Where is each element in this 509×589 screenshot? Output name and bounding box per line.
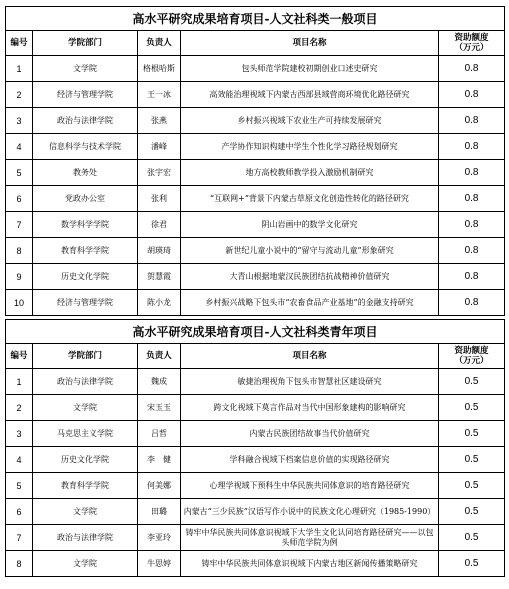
table-row <box>6 212 505 238</box>
table-row <box>6 473 505 499</box>
cell-amount: 0.5 <box>439 499 505 525</box>
cell-amount: 0.5 <box>439 525 505 551</box>
cell-project: 大青山根据地蒙汉民族团结抗战精神价值研究 <box>181 264 439 290</box>
cell-dept: 教育科学学院 <box>33 238 138 264</box>
cell-leader: 吕哲 <box>138 421 181 447</box>
cell-leader: 宋玉玉 <box>138 395 181 421</box>
cell-leader: 何美娜 <box>138 473 181 499</box>
cell-amount: 0.5 <box>439 447 505 473</box>
cell-idx: 7 <box>6 525 33 551</box>
cell-amount: 0.8 <box>439 186 505 212</box>
cell-project: 产学协作知识构建中学生个性化学习路径规划研究 <box>181 134 439 160</box>
cell-idx: 5 <box>6 160 33 186</box>
section-title-general: 高水平研究成果培育项目-人文社科类一般项目 <box>6 7 505 31</box>
cell-dept: 教务处 <box>33 160 138 186</box>
cell-idx: 8 <box>6 551 33 577</box>
table-row <box>6 186 505 212</box>
cell-project: 铸牢中华民族共同体意识视域下大学生文化认同培育路径研究——以包头师范学院为例 <box>181 525 439 551</box>
cell-dept: 数学科学学院 <box>33 212 138 238</box>
table-row <box>6 264 505 290</box>
table-row <box>6 551 505 577</box>
cell-leader: 张利 <box>138 186 181 212</box>
cell-amount: 0.5 <box>439 369 505 395</box>
cell-amount: 0.8 <box>439 56 505 82</box>
cell-leader: 潘峰 <box>138 134 181 160</box>
table-row <box>6 290 505 316</box>
cell-idx: 8 <box>6 238 33 264</box>
cell-leader: 张燕 <box>138 108 181 134</box>
cell-dept: 政治与法律学院 <box>33 108 138 134</box>
cell-leader: 张宇宏 <box>138 160 181 186</box>
table-row <box>6 134 505 160</box>
cell-project: 高效能治理视域下内蒙古西部县域营商环境优化路径研究 <box>181 82 439 108</box>
cell-dept: 文学院 <box>33 56 138 82</box>
cell-dept: 历史文化学院 <box>33 447 138 473</box>
cell-amount: 0.8 <box>439 108 505 134</box>
cell-idx: 1 <box>6 369 33 395</box>
cell-project: 包头师范学院建校初期创业口述史研究 <box>181 56 439 82</box>
table-row <box>6 108 505 134</box>
table-row <box>6 238 505 264</box>
cell-idx: 1 <box>6 56 33 82</box>
header-amount: 资助额度 （万元） <box>439 31 505 56</box>
cell-project: 新世纪儿童小说中的“留守与流动儿童”形象研究 <box>181 238 439 264</box>
cell-dept: 经济与管理学院 <box>33 82 138 108</box>
cell-amount: 0.8 <box>439 290 505 316</box>
table-row <box>6 421 505 447</box>
cell-project: 学科融合视域下档案信息价值的实现路径研究 <box>181 447 439 473</box>
cell-project: 敏捷治理视角下包头市智慧社区建设研究 <box>181 369 439 395</box>
table-row <box>6 525 505 551</box>
header-idx: 编号 <box>6 344 33 369</box>
header-project: 项目名称 <box>181 344 439 369</box>
cell-leader: 胡瑛琦 <box>138 238 181 264</box>
cell-idx: 3 <box>6 421 33 447</box>
cell-dept: 文学院 <box>33 551 138 577</box>
cell-dept: 政治与法律学院 <box>33 369 138 395</box>
cell-idx: 6 <box>6 186 33 212</box>
cell-project: 铸牢中华民族共同体意识视域下内蒙古地区新闻传播策略研究 <box>181 551 439 577</box>
cell-dept: 历史文化学院 <box>33 264 138 290</box>
cell-project: 地方高校教师教学投入激励机制研究 <box>181 160 439 186</box>
header-amount: 资助额度 （万元） <box>439 344 505 369</box>
table-row <box>6 447 505 473</box>
cell-idx: 2 <box>6 82 33 108</box>
cell-leader: 贺慧霞 <box>138 264 181 290</box>
cell-idx: 2 <box>6 395 33 421</box>
cell-idx: 4 <box>6 134 33 160</box>
table-row <box>6 395 505 421</box>
cell-dept: 政治与法律学院 <box>33 525 138 551</box>
cell-dept: 党政办公室 <box>33 186 138 212</box>
document-sheet <box>5 6 504 577</box>
cell-idx: 7 <box>6 212 33 238</box>
header-leader: 负责人 <box>138 344 181 369</box>
cell-amount: 0.8 <box>439 82 505 108</box>
cell-amount: 0.5 <box>439 473 505 499</box>
cell-idx: 4 <box>6 447 33 473</box>
project-table-youth <box>5 319 505 577</box>
cell-amount: 0.8 <box>439 264 505 290</box>
cell-leader: 牛思婷 <box>138 551 181 577</box>
cell-dept: 教育科学学院 <box>33 473 138 499</box>
cell-project: 乡村振兴视域下农业生产可持续发展研究 <box>181 108 439 134</box>
cell-dept: 经济与管理学院 <box>33 290 138 316</box>
cell-project: 乡村振兴战略下包头市“农畜食品产业基地”的金融支持研究 <box>181 290 439 316</box>
cell-idx: 10 <box>6 290 33 316</box>
cell-amount: 0.5 <box>439 395 505 421</box>
table-row <box>6 56 505 82</box>
table-row <box>6 369 505 395</box>
cell-leader: 魏成 <box>138 369 181 395</box>
cell-leader: 王一冰 <box>138 82 181 108</box>
cell-amount: 0.5 <box>439 421 505 447</box>
cell-idx: 3 <box>6 108 33 134</box>
table-row <box>6 499 505 525</box>
cell-project: 内蒙古民族团结故事当代价值研究 <box>181 421 439 447</box>
cell-amount: 0.8 <box>439 238 505 264</box>
header-dept: 学院部门 <box>33 31 138 56</box>
cell-dept: 文学院 <box>33 499 138 525</box>
header-leader: 负责人 <box>138 31 181 56</box>
cell-leader: 陈小龙 <box>138 290 181 316</box>
table-row <box>6 82 505 108</box>
cell-leader: 李亚玲 <box>138 525 181 551</box>
cell-idx: 6 <box>6 499 33 525</box>
project-table-general <box>5 6 505 316</box>
section-title-youth: 高水平研究成果培育项目-人文社科类青年项目 <box>6 320 505 344</box>
cell-project: 内蒙古“三少民族”汉语写作小说中的民族文化心理研究（1985-1990） <box>181 499 439 525</box>
cell-leader: 田璐 <box>138 499 181 525</box>
cell-amount: 0.5 <box>439 551 505 577</box>
header-dept: 学院部门 <box>33 344 138 369</box>
cell-leader: 徐君 <box>138 212 181 238</box>
cell-idx: 9 <box>6 264 33 290</box>
cell-project: “互联网+”背景下内蒙古草原文化创造性转化的路径研究 <box>181 186 439 212</box>
cell-dept: 信息科学与技术学院 <box>33 134 138 160</box>
cell-idx: 5 <box>6 473 33 499</box>
cell-amount: 0.8 <box>439 134 505 160</box>
cell-project: 心理学视域下预科生中华民族共同体意识的培育路径研究 <box>181 473 439 499</box>
cell-dept: 马克思主义学院 <box>33 421 138 447</box>
cell-project: 跨文化视域下莫言作品对当代中国形象建构的影响研究 <box>181 395 439 421</box>
cell-leader: 格根哈斯 <box>138 56 181 82</box>
header-idx: 编号 <box>6 31 33 56</box>
cell-dept: 文学院 <box>33 395 138 421</box>
cell-project: 阴山岩画中的数学文化研究 <box>181 212 439 238</box>
header-project: 项目名称 <box>181 31 439 56</box>
cell-leader: 李 健 <box>138 447 181 473</box>
cell-amount: 0.8 <box>439 160 505 186</box>
table-row <box>6 160 505 186</box>
cell-amount: 0.8 <box>439 212 505 238</box>
